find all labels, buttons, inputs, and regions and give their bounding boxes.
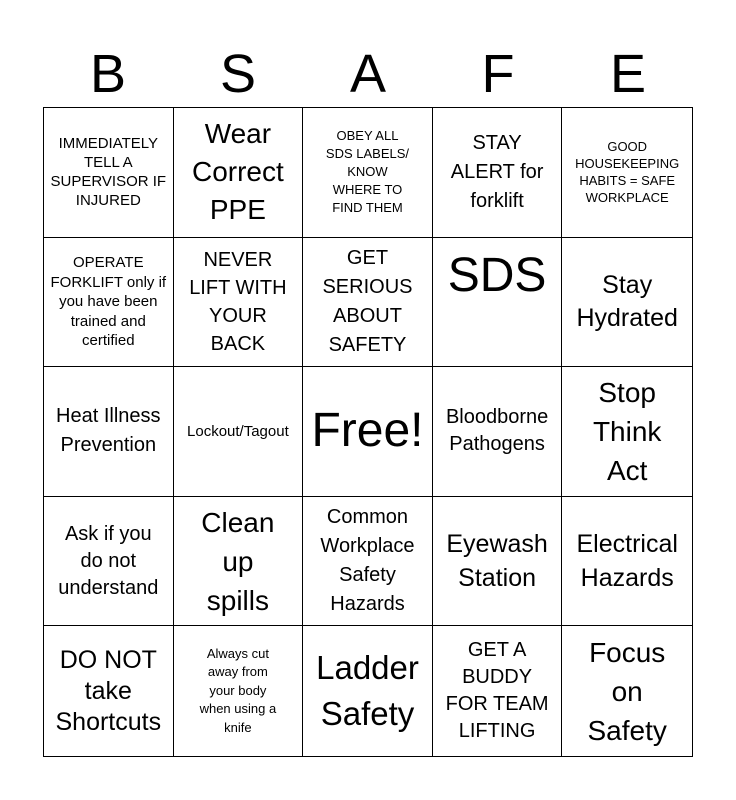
bingo-cell bbox=[44, 238, 174, 368]
bingo-cell bbox=[44, 367, 174, 497]
cell-text: Stop Think Act bbox=[592, 376, 662, 486]
bingo-cell bbox=[303, 238, 433, 368]
bingo-cell bbox=[562, 626, 692, 756]
cell-text: Lockout/Tagout bbox=[187, 422, 289, 440]
bingo-cell bbox=[433, 497, 563, 627]
cell-text: GOOD HOUSEKEEPING HABITS = SAFE WORKPLACE bbox=[575, 139, 680, 206]
cell-text: Common Workplace Safety Hazards bbox=[320, 506, 415, 616]
cell-text: GET A BUDDY FOR TEAM LIFTING bbox=[445, 639, 549, 743]
cell-text: OPERATE FORKLIFT only if you have been trained and certified bbox=[50, 254, 167, 350]
bingo-cell bbox=[174, 108, 304, 238]
cell-text: OBEY ALL SDS LABELS/ KNOW WHERE TO FIND THEM bbox=[325, 128, 410, 216]
header-letter-a: A bbox=[349, 44, 387, 104]
cell-text: GET SERIOUS ABOUT SAFETY bbox=[322, 246, 413, 356]
bingo-cell bbox=[174, 626, 304, 756]
bingo-cell bbox=[562, 238, 692, 368]
bingo-cell bbox=[303, 626, 433, 756]
header-letter-f: F bbox=[481, 44, 515, 104]
bingo-cell bbox=[433, 238, 563, 368]
cell-text: NEVER LIFT WITH YOUR BACK bbox=[189, 248, 287, 355]
bingo-cell bbox=[433, 367, 563, 497]
bingo-cell bbox=[174, 367, 304, 497]
bingo-cell bbox=[44, 497, 174, 627]
header-letter-b: B bbox=[89, 44, 127, 104]
header-letter-e: E bbox=[609, 44, 647, 104]
cell-text: Stay Hydrated bbox=[576, 270, 678, 332]
bingo-cell bbox=[44, 626, 174, 756]
bingo-card-grid bbox=[43, 107, 693, 757]
bingo-cell bbox=[44, 108, 174, 238]
cell-text: Electrical Hazards bbox=[576, 530, 678, 593]
cell-text: Clean up spills bbox=[201, 506, 275, 616]
cell-text: Bloodborne Pathogens bbox=[445, 406, 549, 456]
bingo-cell bbox=[303, 108, 433, 238]
cell-text: DO NOT take Shortcuts bbox=[55, 645, 162, 736]
bingo-cell bbox=[562, 108, 692, 238]
cell-text: Ask if you do not understand bbox=[58, 522, 159, 599]
cell-text: SDS bbox=[447, 248, 547, 302]
cell-text: Wear Correct PPE bbox=[191, 118, 284, 226]
cell-text: Focus on Safety bbox=[587, 636, 667, 746]
bingo-header bbox=[43, 40, 693, 108]
bingo-cell bbox=[174, 238, 304, 368]
bingo-cell bbox=[433, 108, 563, 238]
bingo-cell bbox=[303, 367, 433, 497]
cell-text: Free! bbox=[311, 404, 424, 458]
header-letter-s: S bbox=[219, 44, 257, 104]
cell-text: Heat Illness Prevention bbox=[56, 405, 161, 457]
cell-text: STAY ALERT for forklift bbox=[450, 131, 544, 212]
bingo-cell bbox=[303, 497, 433, 627]
cell-text: Always cut away from your body when using a knife bbox=[199, 645, 277, 735]
cell-text: Eyewash Station bbox=[446, 530, 548, 593]
cell-text: IMMEDIATELY TELL A SUPERVISOR IF INJURED bbox=[50, 135, 167, 210]
bingo-cell bbox=[562, 367, 692, 497]
bingo-cell bbox=[433, 626, 563, 756]
bingo-cell bbox=[562, 497, 692, 627]
bingo-cell bbox=[174, 497, 304, 627]
cell-text: Ladder Safety bbox=[316, 649, 419, 733]
